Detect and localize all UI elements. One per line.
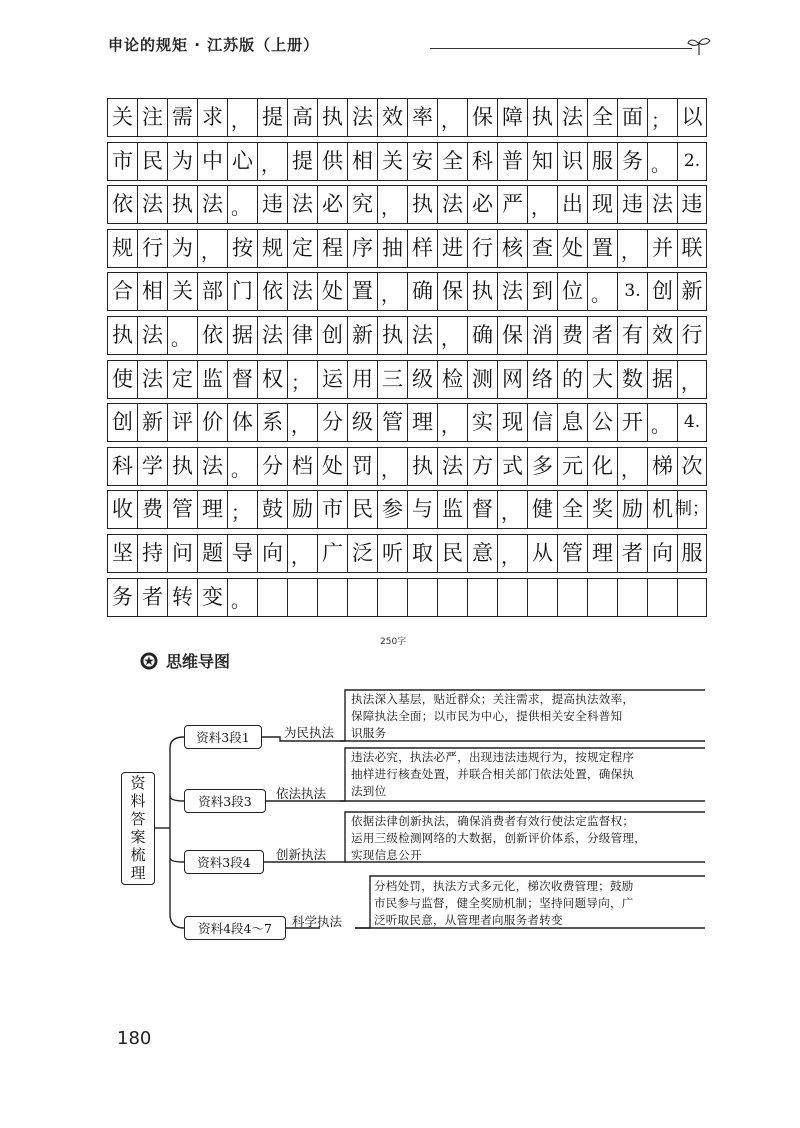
grid-cell: 提 [257, 99, 287, 136]
grid-cell: 大 [587, 361, 617, 398]
grid-cell [617, 579, 647, 616]
grid-cell: 法 [137, 317, 167, 354]
grid-cell: 抽 [377, 230, 407, 267]
grid-cell: 测 [467, 361, 497, 398]
grid-cell: 查 [527, 230, 557, 267]
grid-cell: 导 [227, 535, 257, 572]
grid-cell: 坚 [107, 535, 137, 572]
grid-cell [557, 579, 587, 616]
branch-label-2: 依法执法 [276, 786, 327, 801]
grid-row [107, 185, 707, 224]
grid-cell: 效 [377, 99, 407, 136]
grid-cell: 法 [257, 317, 287, 354]
grid-cell: 确 [467, 317, 497, 354]
grid-cell: 收 [107, 491, 137, 528]
running-header [108, 34, 708, 58]
grid-cell: 法 [347, 99, 377, 136]
grid-cell: 行 [137, 230, 167, 267]
branch-description-1 [351, 691, 634, 742]
branch-description-3 [351, 813, 646, 864]
grid-cell: 问 [167, 535, 197, 572]
grid-cell: 知 [527, 143, 557, 180]
grid-cell: 执 [407, 448, 437, 485]
grid-cell: 数 [617, 361, 647, 398]
grid-cell: 效 [647, 317, 677, 354]
description-line: 泛听取民意，从管理者向服务者转变 [374, 913, 563, 927]
grid-cell: 出 [557, 186, 587, 223]
grid-cell: 息 [557, 404, 587, 441]
grid-cell: 中 [197, 143, 227, 180]
grid-cell: 违 [257, 186, 287, 223]
grid-cell: 励 [287, 491, 317, 528]
grid-cell: 据 [647, 361, 677, 398]
grid-cell: 理 [407, 404, 437, 441]
grid-cell: 评 [167, 404, 197, 441]
grid-cell: 程 [317, 230, 347, 267]
grid-cell: 者 [587, 317, 617, 354]
header-rule [430, 48, 692, 49]
grid-cell: 鼓 [257, 491, 287, 528]
grid-cell: 科 [107, 448, 137, 485]
grid-cell: ， [437, 404, 467, 441]
grid-cell: 到 [527, 273, 557, 310]
grid-cell [437, 579, 467, 616]
grid-cell: 科 [467, 143, 497, 180]
grid-row [107, 360, 707, 399]
grid-cell: 法 [287, 273, 317, 310]
grid-cell: ， [287, 535, 317, 572]
description-line: 运用三级检测网络的大数据，创新评价体系，分级管理， [351, 831, 646, 845]
grid-cell: 次 [677, 448, 707, 485]
grid-cell [257, 579, 287, 616]
grid-cell: 法 [137, 361, 167, 398]
description-line: 市民参与监督，健全奖励机制；坚持问题导向，广 [374, 896, 634, 910]
grid-cell: 广 [317, 535, 347, 572]
grid-row [107, 142, 707, 181]
grid-cell: 法 [197, 186, 227, 223]
grid-cell: 创 [317, 317, 347, 354]
grid-cell: 励 [617, 491, 647, 528]
book-title: 申论的规矩 · 江苏版（上册） [108, 36, 320, 54]
grid-cell: 样 [407, 230, 437, 267]
grid-cell: 管 [557, 535, 587, 572]
grid-cell: 进 [437, 230, 467, 267]
grid-cell: 体 [227, 404, 257, 441]
grid-cell: 法 [197, 448, 227, 485]
grid-cell: 向 [647, 535, 677, 572]
grid-cell: 合 [107, 273, 137, 310]
grid-cell: 创 [107, 404, 137, 441]
grid-cell: ， [197, 230, 227, 267]
grid-row [107, 403, 707, 442]
grid-cell: 管 [167, 491, 197, 528]
grid-cell: 法 [557, 99, 587, 136]
grid-cell: 行 [677, 317, 707, 354]
grid-cell [287, 579, 317, 616]
grid-cell: 方 [467, 448, 497, 485]
grid-cell: ， [497, 535, 527, 572]
grid-row [107, 534, 707, 573]
grid-cell: 现 [497, 404, 527, 441]
grid-cell: ， [527, 186, 557, 223]
grid-cell: 障 [497, 99, 527, 136]
grid-cell: ， [377, 186, 407, 223]
grid-cell: ， [617, 448, 647, 485]
grid-cell: 违 [617, 186, 647, 223]
grid-cell: ， [287, 404, 317, 441]
grid-cell: 需 [167, 99, 197, 136]
grid-cell: 位 [557, 273, 587, 310]
grid-cell: 从 [527, 535, 557, 572]
grid-cell: 。 [647, 143, 677, 180]
grid-cell: 普 [497, 143, 527, 180]
grid-cell: ， [377, 273, 407, 310]
word-count-marker: 250字 [380, 637, 407, 647]
grid-cell: 网 [497, 361, 527, 398]
grid-cell: 新 [347, 317, 377, 354]
grid-cell: 开 [617, 404, 647, 441]
grid-cell: 全 [437, 143, 467, 180]
grid-cell: 取 [407, 535, 437, 572]
grid-cell: 化 [587, 448, 617, 485]
grid-cell: ， [497, 491, 527, 528]
grid-cell: 必 [467, 186, 497, 223]
grid-cell: 关 [107, 99, 137, 136]
grid-cell: 相 [347, 143, 377, 180]
grid-cell: 级 [407, 361, 437, 398]
grid-cell: 务 [617, 143, 647, 180]
grid-cell: 面 [617, 99, 647, 136]
grid-cell: 民 [437, 535, 467, 572]
grid-cell: 必 [317, 186, 347, 223]
grid-cell: 全 [587, 99, 617, 136]
grid-cell [677, 579, 707, 616]
grid-cell: 消 [527, 317, 557, 354]
grid-cell: 。 [227, 579, 257, 616]
grid-cell: 信 [527, 404, 557, 441]
grid-cell [527, 579, 557, 616]
grid-cell: 现 [587, 186, 617, 223]
grid-cell: 新 [677, 273, 707, 310]
grid-cell: 关 [377, 143, 407, 180]
grid-cell: 民 [137, 143, 167, 180]
grid-cell [587, 579, 617, 616]
grid-cell: 持 [137, 535, 167, 572]
grid-cell: 运 [317, 361, 347, 398]
section-title-text: 思维导图 [166, 652, 231, 671]
description-line: 分档处罚，执法方式多元化，梯次收费管理；鼓励 [374, 879, 634, 893]
grid-row [107, 316, 707, 355]
grid-cell: ； [287, 361, 317, 398]
mind-map-root [121, 772, 155, 885]
grid-cell: 究 [347, 186, 377, 223]
grid-cell: 服 [677, 535, 707, 572]
grid-cell: ， [617, 230, 647, 267]
description-line: 违法必究，执法必严，出现违法违规行为，按规定程序 [351, 750, 635, 764]
grid-cell: 新 [137, 404, 167, 441]
branch-label-1: 为民执法 [284, 725, 335, 740]
grid-cell: 为 [167, 230, 197, 267]
grid-cell: 转 [167, 579, 197, 616]
grid-cell: 依 [197, 317, 227, 354]
grid-cell: 费 [557, 317, 587, 354]
grid-cell: 规 [257, 230, 287, 267]
grid-cell: 理 [587, 535, 617, 572]
grid-cell: 式 [497, 448, 527, 485]
grid-cell: 律 [287, 317, 317, 354]
grid-cell: 供 [317, 143, 347, 180]
grid-cell: 置 [587, 230, 617, 267]
grid-cell: 制； [677, 491, 707, 528]
grid-cell: 与 [407, 491, 437, 528]
grid-cell: 执 [317, 99, 347, 136]
grid-cell: 系 [257, 404, 287, 441]
grid-cell: 市 [317, 491, 347, 528]
grid-cell: 者 [617, 535, 647, 572]
grid-cell: 部 [197, 273, 227, 310]
grid-cell: 梯 [647, 448, 677, 485]
grid-cell: 督 [467, 491, 497, 528]
grid-cell: 行 [467, 230, 497, 267]
grid-cell: 4. [677, 404, 707, 441]
grid-cell: 机 [647, 491, 677, 528]
grid-cell: 罚 [347, 448, 377, 485]
description-line: 法到位 [351, 784, 387, 798]
root-label: 资料答案梳理 [128, 774, 147, 883]
grid-cell: 听 [377, 535, 407, 572]
grid-cell: 民 [347, 491, 377, 528]
grid-cell: 2. [677, 143, 707, 180]
grid-cell: 督 [227, 361, 257, 398]
grid-cell: 监 [437, 491, 467, 528]
grid-cell: 法 [287, 186, 317, 223]
sprout-icon [686, 36, 712, 56]
grid-cell: 法 [437, 448, 467, 485]
grid-cell: 服 [587, 143, 617, 180]
grid-cell: 核 [497, 230, 527, 267]
grid-cell: 全 [557, 491, 587, 528]
grid-cell: 费 [137, 491, 167, 528]
grid-cell: 法 [137, 186, 167, 223]
grid-cell: 违 [677, 186, 707, 223]
grid-cell: 。 [647, 404, 677, 441]
grid-cell: 保 [437, 273, 467, 310]
grid-cell: 保 [467, 99, 497, 136]
grid-row [107, 490, 707, 529]
page-number: 180 [117, 1028, 152, 1049]
grid-cell: 相 [137, 273, 167, 310]
grid-cell: 。 [587, 273, 617, 310]
grid-cell: 求 [197, 99, 227, 136]
grid-cell: 严 [497, 186, 527, 223]
grid-row [107, 98, 707, 137]
branch-label-3: 创新执法 [276, 847, 327, 862]
grid-cell: 的 [557, 361, 587, 398]
grid-cell: 变 [197, 579, 227, 616]
grid-cell: ， [677, 361, 707, 398]
branch-description-4 [374, 878, 634, 929]
grid-cell: 使 [107, 361, 137, 398]
grid-cell: 分 [317, 404, 347, 441]
grid-cell: 处 [317, 273, 347, 310]
grid-cell: 实 [467, 404, 497, 441]
grid-cell: 学 [137, 448, 167, 485]
description-line: 保障执法全面；以市民为中心，提供相关安全科普知 [351, 709, 623, 723]
description-line: 识服务 [351, 726, 387, 740]
grid-cell: 提 [287, 143, 317, 180]
grid-cell: 执 [167, 448, 197, 485]
grid-cell: 率 [407, 99, 437, 136]
source-node-3: 资料3段4 [184, 850, 264, 874]
source-node-2: 资料3段3 [184, 789, 266, 813]
grid-cell: 依 [257, 273, 287, 310]
grid-cell [647, 579, 677, 616]
grid-cell: 并 [647, 230, 677, 267]
grid-cell: 意 [467, 535, 497, 572]
grid-cell: ， [377, 448, 407, 485]
grid-cell: 三 [377, 361, 407, 398]
grid-cell: 奖 [587, 491, 617, 528]
branch-description-2 [351, 749, 634, 800]
grid-cell [377, 579, 407, 616]
grid-cell: 务 [107, 579, 137, 616]
grid-cell: 公 [587, 404, 617, 441]
grid-cell: 确 [407, 273, 437, 310]
grid-cell: 创 [647, 273, 677, 310]
grid-cell: 分 [257, 448, 287, 485]
grid-cell: 依 [107, 186, 137, 223]
grid-cell: 执 [107, 317, 137, 354]
grid-row [107, 272, 707, 311]
grid-cell: 序 [347, 230, 377, 267]
section-title [140, 649, 230, 672]
grid-cell: 处 [557, 230, 587, 267]
grid-cell: 者 [137, 579, 167, 616]
description-line: 抽样进行核查处置，并联合相关部门依法处置，确保执 [351, 767, 635, 781]
grid-cell: 规 [107, 230, 137, 267]
grid-cell: 。 [167, 317, 197, 354]
grid-cell: 执 [407, 186, 437, 223]
grid-cell: 题 [197, 535, 227, 572]
grid-cell: 据 [227, 317, 257, 354]
grid-cell: 高 [287, 99, 317, 136]
grid-cell: 执 [167, 186, 197, 223]
grid-cell: 以 [677, 99, 707, 136]
grid-cell: 保 [497, 317, 527, 354]
grid-cell: 管 [377, 404, 407, 441]
grid-cell [467, 579, 497, 616]
grid-cell: 按 [227, 230, 257, 267]
grid-cell: 门 [227, 273, 257, 310]
grid-cell [317, 579, 347, 616]
grid-cell: 用 [347, 361, 377, 398]
grid-cell: 安 [407, 143, 437, 180]
grid-cell: 参 [377, 491, 407, 528]
grid-cell: 价 [197, 404, 227, 441]
flower-badge-icon [140, 652, 158, 670]
branch-label-4: 科学执法 [292, 914, 343, 929]
grid-cell: 法 [437, 186, 467, 223]
grid-cell: 法 [407, 317, 437, 354]
grid-row [107, 229, 707, 268]
grid-cell: 多 [527, 448, 557, 485]
grid-cell: 定 [167, 361, 197, 398]
grid-cell: 注 [137, 99, 167, 136]
grid-cell: 识 [557, 143, 587, 180]
grid-cell: 向 [257, 535, 287, 572]
grid-cell: 。 [227, 186, 257, 223]
grid-cell [407, 579, 437, 616]
source-node-1: 资料3段1 [184, 725, 262, 749]
grid-cell: ， [257, 143, 287, 180]
grid-cell: 络 [527, 361, 557, 398]
grid-cell: ； [227, 491, 257, 528]
grid-cell: 法 [497, 273, 527, 310]
description-line: 依据法律创新执法，确保消费者有效行使法定监督权； [351, 814, 635, 828]
grid-row [107, 447, 707, 486]
grid-cell [347, 579, 377, 616]
grid-cell: ， [437, 317, 467, 354]
grid-cell: 权 [257, 361, 287, 398]
grid-cell: 执 [377, 317, 407, 354]
grid-cell: 置 [347, 273, 377, 310]
grid-cell: 元 [557, 448, 587, 485]
grid-cell: 。 [227, 448, 257, 485]
grid-cell: 泛 [347, 535, 377, 572]
grid-cell [497, 579, 527, 616]
grid-cell: 处 [317, 448, 347, 485]
grid-cell: 定 [287, 230, 317, 267]
grid-cell: 法 [647, 186, 677, 223]
grid-cell: 检 [437, 361, 467, 398]
grid-cell: 健 [527, 491, 557, 528]
grid-cell: 有 [617, 317, 647, 354]
grid-cell: 关 [167, 273, 197, 310]
grid-cell: ； [647, 99, 677, 136]
description-line: 执法深入基层，贴近群众；关注需求，提高执法效率， [351, 692, 635, 706]
grid-cell: 为 [167, 143, 197, 180]
source-node-4: 资料4段4～7 [184, 916, 286, 940]
grid-cell: 级 [347, 404, 377, 441]
grid-cell: 市 [107, 143, 137, 180]
grid-cell: 联 [677, 230, 707, 267]
grid-cell: ， [437, 99, 467, 136]
grid-cell: 心 [227, 143, 257, 180]
description-line: 实现信息公开 [351, 848, 422, 862]
grid-row [107, 578, 707, 617]
grid-cell: 档 [287, 448, 317, 485]
grid-cell: 执 [467, 273, 497, 310]
grid-cell: 3. [617, 273, 647, 310]
grid-cell: ， [227, 99, 257, 136]
grid-cell: 理 [197, 491, 227, 528]
grid-cell: 监 [197, 361, 227, 398]
grid-cell: 执 [527, 99, 557, 136]
